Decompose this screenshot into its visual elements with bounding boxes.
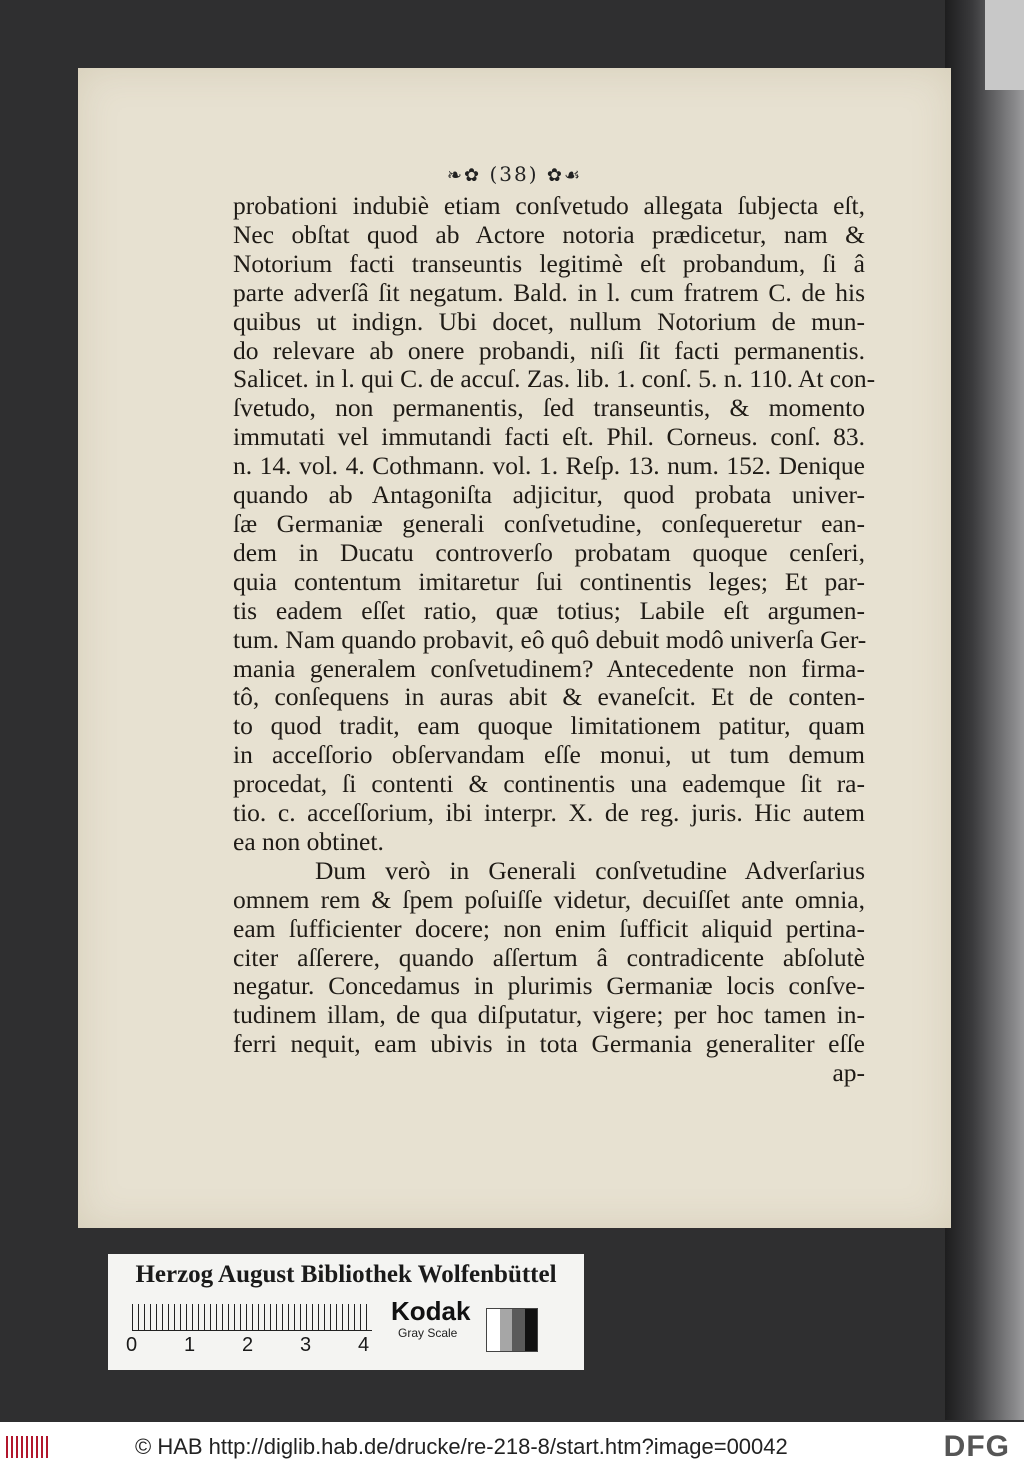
ruler-numbers: [126, 1334, 386, 1358]
swatch: [512, 1309, 525, 1351]
ruler-number: 0: [126, 1334, 138, 1356]
ornament-right-icon: ✿☙: [546, 165, 583, 186]
text-line: Dum verò in Generali conſvetudine Adverſarius: [315, 855, 865, 885]
text-line: ea non obtinet.: [233, 826, 384, 856]
page-header: [78, 162, 951, 186]
swatch: [500, 1309, 513, 1351]
text-line: dem in Ducatu controverſo probatam quoque cenſeri,: [233, 537, 865, 567]
credit-link[interactable]: © HAB http://diglib.hab.de/drucke/re-218-8/start.htm?image=00042: [135, 1434, 788, 1459]
text-line: quando ab Antagoniſta adjicitur, quod probata univer-: [233, 480, 865, 510]
text-line: ſvetudo, non permanentis, ſed transeuntis, & momento: [233, 393, 865, 423]
text-line: Nec obſtat quod ab Actore notoria prædicetur, nam &: [233, 219, 865, 249]
scale-ruler: [132, 1304, 372, 1331]
page-number: (38): [489, 162, 539, 186]
text-line: eam ſufficienter docere; non enim ſufficit aliquid pertina-: [233, 913, 865, 943]
text-line: tio. c. acceſſorium, ibi interpr. X. de reg. juris. Hic autem: [233, 798, 865, 828]
text-line: tudinem illam, de qua diſputatur, vigere; per hoc tamen in-: [233, 1000, 865, 1030]
ruler-number: 2: [242, 1334, 254, 1356]
footer-bar: [0, 1422, 1024, 1472]
gutter-highlight: [985, 0, 1024, 90]
text-line: immutati vel immutandi facti eſt. Phil. Corneus. conſ. 83.: [233, 422, 865, 452]
swatch: [525, 1309, 538, 1351]
text-line: quia contentum imitaretur ſui continentis leges; Et par-: [233, 566, 865, 596]
text-line: procedat, ſi contenti & continentis una eademque ſit ra-: [233, 769, 865, 799]
catchword: ap-: [832, 1058, 865, 1088]
text-line: probationi indubiè etiam conſvetudo allegata ſubjecta eſt,: [233, 191, 865, 220]
ruler-number: 3: [300, 1334, 312, 1356]
ruler-number: 4: [358, 1334, 370, 1356]
text-line: n. 14. vol. 4. Cothmann. vol. 1. Reſp. 13. num. 152. Denique: [233, 451, 865, 481]
text-line: citer aſſerere, quando aſſertum â contradicente abſolutè: [233, 942, 865, 972]
text-line: ferri nequit, eam ubivis in tota Germania generaliter eſſe: [233, 1029, 865, 1059]
text-line: parte adverſâ ſit negatum. Bald. in l. cum fratrem C. de his: [233, 277, 865, 307]
text-line: tô, conſequens in auras abit & evaneſcit. Et de conten-: [233, 682, 865, 712]
text-line: Salicet. in l. qui C. de accuſ. Zas. lib. 1. conſ. 5. n. 110. At con-: [233, 364, 876, 394]
gray-swatches: [486, 1308, 538, 1352]
text-line: tis eadem eſſet ratio, quæ totius; Labile eſt argumen-: [233, 595, 865, 625]
ornament-left-icon: ❧✿: [446, 165, 482, 186]
book-gutter: [945, 0, 1024, 1420]
library-name: Herzog August Bibliothek Wolfenbüttel: [135, 1261, 557, 1288]
text-line: negatur. Concedamus in plurimis Germaniæ locis conſve-: [233, 971, 865, 1001]
swatch: [487, 1309, 500, 1351]
hab-barcode-icon: [6, 1436, 48, 1458]
text-line: mania generalem conſvetudinem? Antecedente non firma-: [233, 653, 865, 683]
gray-scale-label: Gray Scale: [398, 1326, 458, 1340]
text-line: do relevare ab onere probandi, niſi ſit facti permanentis.: [233, 335, 865, 365]
text-line: Notorium facti transeuntis legitimè eſt probandum, ſi â: [233, 248, 865, 278]
text-line: to quod tradit, eam quoque limitationem patitur, quam: [233, 711, 865, 741]
text-line: ſæ Germaniæ generali conſvetudine, conſequeretur ean-: [233, 508, 865, 538]
color-target-card: [108, 1254, 584, 1370]
text-line: omnem rem & ſpem poſuiſſe videtur, decuiſſet ante omnia,: [233, 884, 865, 914]
text-line: in acceſſorio obſervandam eſſe monui, ut tum demum: [233, 740, 865, 770]
kodak-logo: Kodak: [391, 1296, 471, 1326]
book-page: [78, 68, 951, 1228]
text-line: tum. Nam quando probavit, eô quô debuit modô univerſa Ger-: [233, 624, 867, 654]
ruler-number: 1: [184, 1334, 196, 1356]
dfg-logo-icon: DFG: [943, 1430, 1010, 1463]
text-line: quibus ut indign. Ubi docet, nullum Notorium de mun-: [233, 306, 865, 336]
page-text: [233, 191, 876, 1088]
